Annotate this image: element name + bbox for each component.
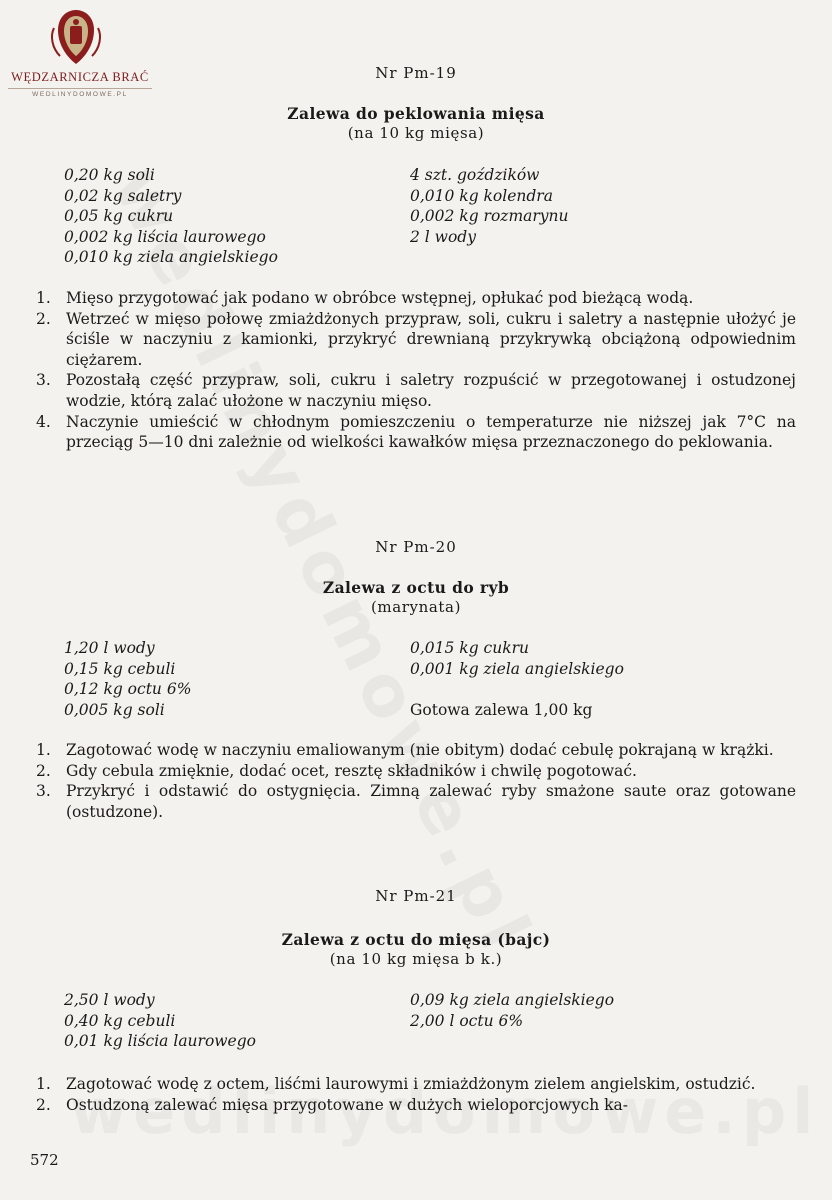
step-number: 1. [36, 1075, 51, 1093]
ingredient: 0,005 kg soli [64, 700, 165, 719]
step [36, 740, 796, 761]
step-text: Zagotować wodę z octem, liśćmi laurowymi i zmiażdżonym zielem angielskim, ostudzić. [66, 1075, 756, 1093]
step [36, 1074, 796, 1095]
ingredient: 0,010 kg ziela angielskiego [64, 248, 278, 267]
ingredient: 0,01 kg liścia laurowego [64, 1032, 256, 1051]
step-number: 4. [36, 412, 51, 431]
ingredient: 0,09 kg ziela angielskiego [410, 991, 615, 1009]
ingredient-list-right [410, 165, 569, 247]
preparation-steps [36, 1074, 796, 1115]
step-number: 2. [36, 761, 51, 780]
recipe-number: Nr Pm-20 [375, 538, 457, 556]
step-text: Ostudzoną zalewać mięsa przygotowane w dużych wieloporcjowych ka- [66, 1095, 628, 1114]
recipe-subtitle: (na 10 kg mięsa) [347, 124, 485, 142]
step [36, 370, 796, 411]
ingredient: 0,20 kg soli [64, 166, 155, 184]
step-number: 3. [36, 782, 51, 801]
ingredient-list-left [64, 165, 278, 268]
ingredient: 4 szt. goździków [410, 166, 540, 184]
recipe-subtitle: (na 10 kg mięsa b k.) [329, 950, 503, 968]
ingredient-list-left [64, 638, 191, 720]
ingredient: 2,50 l wody [64, 991, 155, 1009]
step-number: 1. [36, 289, 51, 307]
crest-icon [48, 6, 104, 68]
ingredient-list-left [64, 990, 256, 1052]
step-text: Mięso przygotować jak podano w obróbce wstępnej, opłukać pod bieżącą wodą. [66, 289, 694, 307]
ingredient: 0,40 kg cebuli [64, 1011, 176, 1030]
logo-url: WEDLINYDOMOWE.PL [32, 91, 128, 98]
ingredient: 2,00 l octu 6% [410, 1011, 524, 1030]
recipe-title: Zalewa z octu do mięsa (bajc) [281, 930, 551, 949]
ingredient: 0,15 kg cebuli [64, 659, 176, 678]
step [36, 412, 796, 453]
ingredient-list-right [410, 990, 614, 1031]
step-text: Gdy cebula zmięknie, dodać ocet, resztę składników i chwilę pogotować. [66, 761, 637, 780]
step [36, 309, 796, 371]
ingredient: 0,015 kg cukru [410, 639, 529, 657]
recipe-title: Zalewa do peklowania mięsa [287, 104, 545, 123]
preparation-steps [36, 288, 796, 453]
ingredient: 1,20 l wody [64, 639, 155, 657]
recipe-number: Nr Pm-19 [375, 64, 457, 82]
recipe-subtitle: (marynata) [370, 598, 462, 616]
ingredient-list-right [410, 638, 624, 720]
ingredient: 2 l wody [410, 227, 476, 246]
recipe-title: Zalewa z octu do ryb [322, 578, 510, 597]
step-number: 2. [36, 309, 51, 328]
ingredient: 0,05 kg cukru [64, 207, 174, 226]
recipe-number: Nr Pm-21 [375, 887, 457, 905]
step [36, 781, 796, 822]
ingredient: 0,002 kg rozmarynu [410, 207, 569, 226]
step-text: Zagotować wodę w naczyniu emaliowanym (nie obitym) dodać cebulę pokrajaną w krążki. [66, 741, 774, 759]
logo-divider [8, 88, 152, 89]
step-text: Pozostałą część przypraw, soli, cukru i saletry rozpuścić w przegotowanej i ostudzonej wodzie, którą zalać ułożone w naczyniu mięso. [66, 371, 796, 410]
ingredient: 0,010 kg kolendra [410, 186, 553, 205]
ingredient: 0,12 kg octu 6% [64, 680, 192, 699]
ingredient: 0,002 kg liścia laurowego [64, 227, 266, 246]
step-number: 2. [36, 1095, 51, 1114]
watermark-text [96, 154, 549, 968]
step [36, 761, 796, 782]
step [36, 1095, 796, 1116]
step-number: 3. [36, 371, 51, 390]
ingredient: 0,001 kg ziela angielskiego [410, 659, 624, 678]
total-yield: Gotowa zalewa 1,00 kg [410, 700, 593, 719]
site-logo[interactable] [0, 6, 160, 106]
step [36, 288, 796, 309]
step-text: Wetrzeć w mięso połowę zmiażdżonych przypraw, soli, cukru i saletry a następnie ułożyć je ściśle w naczyniu z kamionki, przykryć drewnianą przykrywką obciążoną odpowiednim ciężarem. [66, 309, 796, 369]
step-text: Przykryć i odstawić do ostygnięcia. Zimną zalewać ryby smażone saute oraz gotowane (ostudzone). [66, 782, 796, 821]
step-text: Naczynie umieścić w chłodnym pomieszczeniu o temperaturze nie niższej jak 7°C na przeciąg 5—10 dni zależnie od wielkości kawałków mięsa przeznaczonego do peklowania. [66, 412, 796, 452]
ingredient: 0,02 kg saletry [64, 186, 182, 205]
step-number: 1. [36, 741, 51, 759]
logo-name: WĘDZARNICZA BRAĆ [11, 70, 149, 84]
page-number: 572 [30, 1151, 59, 1169]
preparation-steps [36, 740, 796, 822]
